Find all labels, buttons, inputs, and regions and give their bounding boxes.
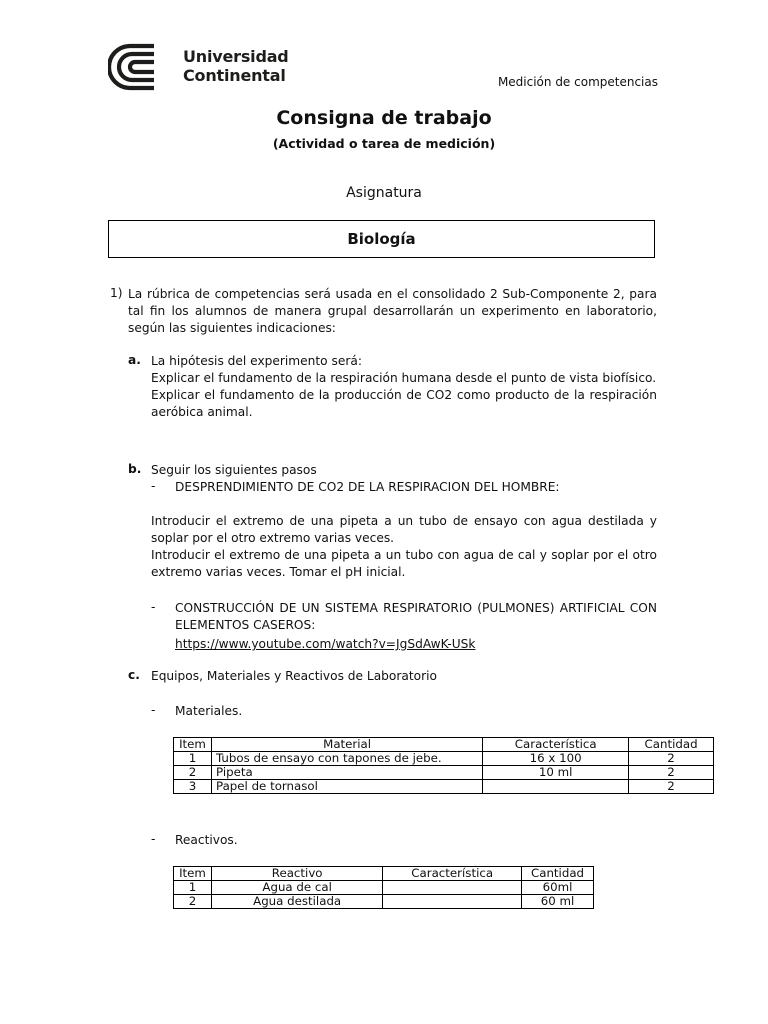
- item-a-line1: Explicar el fundamento de la respiración humana desde el punto de vista biofísico.: [151, 371, 657, 385]
- table-cell: Papel de tornasol: [211, 780, 482, 794]
- table-header-cell: Reactivo: [211, 867, 382, 881]
- table-cell: 2: [629, 780, 714, 794]
- table-cell: 60 ml: [522, 895, 594, 909]
- item-a-label: a.: [128, 353, 141, 367]
- item-c-heading: Equipos, Materiales y Reactivos de Laboratorio: [151, 669, 437, 683]
- item-b-p1: Introducir el extremo de una pipeta a un tubo de ensayo con agua destilada y soplar por el otro extremo varias veces.: [151, 514, 657, 545]
- materials-label: Materiales.: [175, 704, 243, 718]
- table-cell: Agua de cal: [211, 881, 382, 895]
- header-label: Medición de competencias: [497, 75, 658, 89]
- table-cell: 2: [174, 766, 212, 780]
- dash-marker: -: [151, 479, 156, 493]
- item-b-p2: Introducir el extremo de una pipeta a un tubo con agua de cal y soplar por el otro extremo varias veces. Tomar el pH inicial.: [151, 548, 657, 579]
- section-intro: La rúbrica de competencias será usada en el consolidado 2 Sub-Componente 2, para tal fin los alumnos de manera grupal desarrollarán un experimento en laboratorio, según las siguientes indicaciones:: [128, 287, 657, 335]
- section-number: 1): [110, 286, 123, 300]
- item-c-label: c.: [128, 668, 140, 682]
- table-cell: 2: [629, 766, 714, 780]
- table-row: [174, 780, 714, 794]
- table-row: [174, 895, 594, 909]
- table-cell: Agua destilada: [211, 895, 382, 909]
- table-cell: 2: [174, 895, 212, 909]
- item-b-dash2-text: CONSTRUCCIÓN DE UN SISTEMA RESPIRATORIO (PULMONES) ARTIFICIAL CON ELEMENTOS CASEROS:: [175, 601, 657, 632]
- table-cell: Pipeta: [211, 766, 482, 780]
- item-b-dash1: DESPRENDIMIENTO DE CO2 DE LA RESPIRACION DEL HOMBRE:: [175, 480, 560, 494]
- table-cell: [483, 780, 629, 794]
- table-header-cell: Cantidad: [629, 738, 714, 752]
- item-b-dash2: [175, 600, 657, 653]
- table-cell: 3: [174, 780, 212, 794]
- table-header-cell: Característica: [383, 867, 522, 881]
- logo-line-1: Universidad: [183, 47, 289, 66]
- table-cell: Tubos de ensayo con tapones de jebe.: [211, 752, 482, 766]
- video-link[interactable]: https://www.youtube.com/watch?v=JgSdAwK-USk: [175, 637, 476, 651]
- table-row: [174, 881, 594, 895]
- reagents-label: Reactivos.: [175, 833, 238, 847]
- logo-line-2: Continental: [183, 66, 286, 85]
- course-box: [108, 220, 655, 258]
- table-cell: 1: [174, 752, 212, 766]
- table-cell: [383, 895, 522, 909]
- item-b-heading: Seguir los siguientes pasos: [151, 463, 317, 477]
- asignatura-label: Asignatura: [346, 185, 422, 201]
- item-a-line2: Explicar el fundamento de la producción de CO2 como producto de la respiración aeróbica animal.: [151, 388, 657, 419]
- dash-marker: -: [151, 703, 156, 717]
- item-b-label: b.: [128, 462, 142, 476]
- dash-marker: -: [151, 600, 156, 614]
- item-b-paragraphs: [151, 513, 657, 581]
- table-header-cell: Item: [174, 738, 212, 752]
- table-row: [174, 752, 714, 766]
- table-header-row: [174, 738, 714, 752]
- item-a-block: [151, 353, 657, 421]
- video-link-row: [175, 636, 657, 653]
- table-header-cell: Cantidad: [522, 867, 594, 881]
- materials-table: [173, 737, 714, 794]
- table-cell: 60ml: [522, 881, 594, 895]
- table-header-cell: Característica: [483, 738, 629, 752]
- logo-text: [183, 47, 289, 85]
- course-name: Biología: [347, 230, 416, 248]
- page-title: Consigna de trabajo: [276, 107, 492, 129]
- table-row: [174, 766, 714, 780]
- dash-marker: -: [151, 832, 156, 846]
- table-cell: 10 ml: [483, 766, 629, 780]
- item-a-heading: La hipótesis del experimento será:: [151, 354, 362, 368]
- table-cell: 2: [629, 752, 714, 766]
- page-subtitle: (Actividad o tarea de medición): [272, 136, 496, 151]
- table-header-cell: Item: [174, 867, 212, 881]
- table-header-cell: Material: [211, 738, 482, 752]
- table-cell: [383, 881, 522, 895]
- table-cell: 1: [174, 881, 212, 895]
- table-cell: 16 x 100: [483, 752, 629, 766]
- reagents-table: [173, 866, 594, 909]
- table-header-row: [174, 867, 594, 881]
